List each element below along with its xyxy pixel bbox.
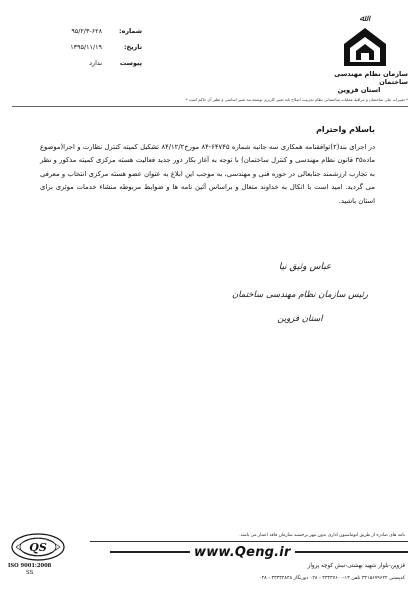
footer-note: نامه های صادره از طریق اتوماسیون اداری بدون مهر برجسته سازمان فاقد اعتبار می باشد. bbox=[239, 533, 405, 538]
number-value: ۹۵/۲/۳-۶۲۸ bbox=[71, 27, 102, 35]
footer-contacts: کدپستی ۳۴۱۵۶۷۹۶۲۲ تلفن ۱۳-۳۳۳۳۷۶۰۰ - ۰۲۸ دورنگار ۳۳۳۳۲۸۴۸ - ۰۲۸ bbox=[259, 576, 405, 581]
header-divider bbox=[12, 106, 408, 107]
letter-meta bbox=[32, 27, 142, 75]
date-value: ۱۳۹۵/۱۱/۱۹ bbox=[70, 43, 102, 51]
org-name-line2: استان قزوین bbox=[337, 86, 381, 94]
letter-body: در اجرای بند(۲)توافقنامه همکاری سه جانبه شماره ۶۴۷۴۵-۸۴ مورخ۸۴/۱۲/۲ تشکیل کمیته کنترل نظارت و اجرا(موضوع ماده۳۵ قانون نظام مهندسی و کنترل ساختمان) با توجه به آغاز بکار دور جدید فعالیت هسته مرکزی کمیته مذکور و نظر به تجارب ارزشمند جنابعالی در حوزه فنی و مهندسی، به موجب این ابلاغ به عنوان عضو هسته مرکزی انتخاب و معرفی می گردید. امید است با اتکال به خداوند متعال و براساس آئین نامه ها و ضوابط مربوطه منشاء خدمات موثری برای استان باشید. bbox=[40, 143, 375, 205]
org-name bbox=[322, 70, 408, 94]
greeting: باسلام واحترام bbox=[316, 125, 375, 134]
meta-attachment-row bbox=[32, 59, 142, 75]
org-emblem-icon bbox=[340, 10, 390, 70]
attachment-label: پیوست bbox=[119, 59, 142, 67]
iso-certification-icon bbox=[10, 532, 66, 562]
attachment-value: ندارد bbox=[89, 59, 102, 67]
iso-sub-label: SS bbox=[26, 570, 34, 576]
header-tagline: * تغییرات علی ساختمان و مراقبهٔ عملیات ساختمانی نظام تجربیت اصلاح باید تغییر کاربری توسعه بند تغییر اساسی و نظیر آن حاکم است * bbox=[185, 97, 408, 102]
org-name-line1: سازمان نظام مهندسی ساختمان bbox=[334, 70, 408, 86]
iso-badge bbox=[8, 532, 70, 576]
org-logo bbox=[322, 10, 408, 94]
signature-name: عباس وثیق نیا bbox=[278, 262, 332, 272]
number-label: شماره: bbox=[119, 27, 142, 35]
footer-address: قزوین-بلوار شهید بهشتی-نبش کوچه پرواز bbox=[307, 563, 405, 569]
meta-date-row bbox=[32, 43, 142, 59]
date-label: تاریخ: bbox=[123, 43, 142, 51]
svg-text:QS: QS bbox=[29, 541, 47, 554]
meta-number-row bbox=[32, 27, 142, 43]
svg-text:ﷲ: ﷲ bbox=[359, 14, 365, 24]
signature-province: استان قزوین bbox=[277, 314, 323, 324]
iso-label: ISO 9001:2008 bbox=[8, 563, 52, 569]
signature-title: رئیس سازمان نظام مهندسی ساختمان bbox=[231, 290, 369, 300]
footer-divider bbox=[90, 541, 408, 542]
website-link[interactable]: www.Qeng.ir bbox=[190, 545, 295, 560]
